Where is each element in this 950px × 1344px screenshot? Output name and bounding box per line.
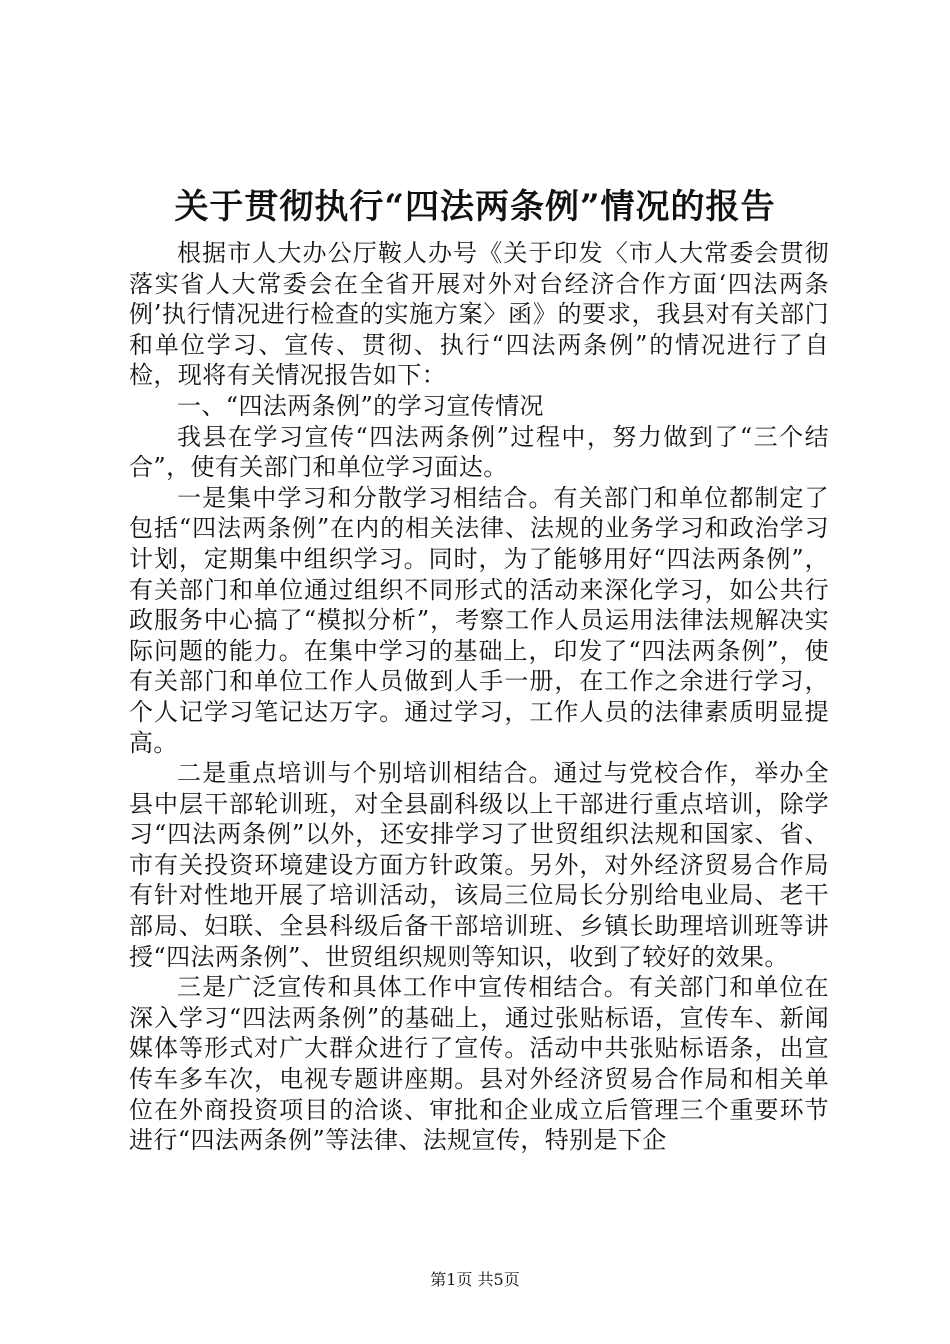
paragraph-point-one: 一是集中学习和分散学习相结合。有关部门和单位都制定了包括“四法两条例”在内的相关法律、法规的业务学习和政治学习计划，定期集中组织学习。同时，为了能够用好“四法两条例”，有关部门和单位通过组织不同形式的活动来深化学习，如公共行政服务中心搞了“模拟分析”，考察工作人员运用法律法规解决实际问题的能力。在集中学习的基础上，印发了“四法两条例”，使有关部门和单位工作人员做到人手一册，在工作之余进行学习，个人记学习笔记达万字。通过学习，工作人员的法律素质明显提高。	[129, 483, 829, 757]
document-body	[129, 238, 829, 1156]
paragraph-point-three: 三是广泛宣传和具体工作中宣传相结合。有关部门和单位在深入学习“四法两条例”的基础上，通过张贴标语，宣传车、新闻媒体等形式对广大群众进行了宣传。活动中共张贴标语条，出宣传车多车次，电视专题讲座期。县对外经济贸易合作局和相关单位在外商投资项目的洽谈、审批和企业成立后管理三个重要环节进行“四法两条例”等法律、法规宣传，特别是下企	[129, 973, 829, 1155]
paragraph-intro: 根据市人大办公厅鞍人办号《关于印发〈市人大常委会贯彻落实省人大常委会在全省开展对外对台经济合作方面‘四法两条例’执行情况进行检查的实施方案〉函》的要求，我县对有关部门和单位学习、宣传、贯彻、执行“四法两条例”的情况进行了自检，现将有关情况报告如下：	[129, 239, 829, 390]
page-number-footer: 第1页 共5页	[430, 1270, 520, 1289]
document-title: 关于贯彻执行“四法两条例”情况的报告	[174, 187, 776, 227]
section-heading: 一、“四法两条例”的学习宣传情况	[177, 391, 544, 420]
paragraph-overview: 我县在学习宣传“四法两条例”过程中，努力做到了“三个结合”，使有关部门和单位学习面达。	[129, 422, 829, 482]
paragraph-point-two: 二是重点培训与个别培训相结合。通过与党校合作，举办全县中层干部轮训班，对全县副科级以上干部进行重点培训，除学习“四法两条例”以外，还安排学习了世贸组织法规和国家、省、市有关投资环境建设方面方针政策。另外，对外经济贸易合作局有针对性地开展了培训活动，该局三位局长分别给电业局、老干部局、妇联、全县科级后备干部培训班、乡镇长助理培训班等讲授“四法两条例”、世贸组织规则等知识，收到了较好的效果。	[129, 759, 829, 971]
